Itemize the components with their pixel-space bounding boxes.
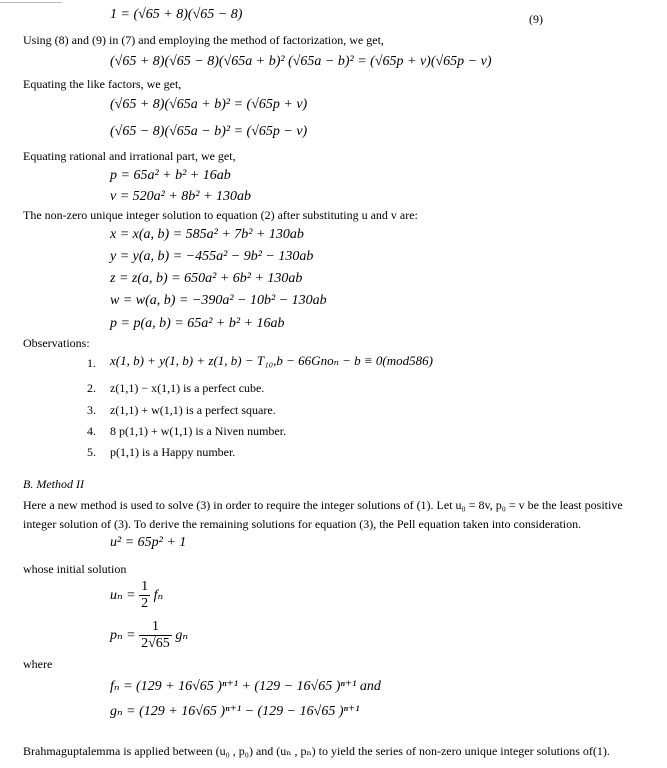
- paragraph-equating-like: Equating the like factors, we get,: [23, 77, 182, 91]
- list-item-number: 4.: [87, 424, 96, 438]
- equation-un-left: uₙ =: [110, 587, 136, 603]
- section-heading-method-2: B. Method II: [23, 477, 84, 491]
- fraction-numerator: 1: [139, 620, 172, 636]
- list-item-text: 8 p(1,1) + w(1,1) is a Niven number.: [110, 424, 287, 438]
- equation-factorization: (√65 + 8)(√65 − 8)(√65a + b)² (√65a − b)² = (√65p + v)(√65p − v): [110, 54, 492, 69]
- list-item-number: 5.: [87, 445, 96, 459]
- equation-un-right: fₙ: [153, 587, 164, 603]
- equation-like-factor-2: (√65 − 8)(√65a − b)² = (√65p − v): [110, 124, 308, 139]
- equation-pn: [110, 620, 188, 651]
- equation-p: p = 65a² + b² + 16ab: [110, 168, 231, 183]
- list-item-text: z(1,1) + w(1,1) is a perfect square.: [110, 403, 276, 417]
- observations-label: Observations:: [23, 336, 90, 350]
- equation-number-9: (9): [529, 12, 543, 26]
- equation-pn-right: gₙ: [175, 627, 188, 643]
- list-item-text: z(1,1) − x(1,1) is a perfect cube.: [110, 381, 265, 395]
- equation-v: v = 520a² + 8b² + 130ab: [110, 189, 251, 204]
- equation-like-factor-1: (√65 + 8)(√65a + b)² = (√65p + v): [110, 97, 308, 112]
- equation-x: x = x(a, b) = 585a² + 7b² + 130ab: [110, 227, 304, 242]
- paragraph-using: Using (8) and (9) in (7) and employing the method of factorization, we get,: [23, 33, 384, 47]
- fraction-one-over-2sqrt65: [139, 620, 172, 651]
- equation-fn: fₙ = (129 + 16√65 )ⁿ⁺¹ + (129 − 16√65 )ⁿ⁺¹ and: [110, 679, 381, 694]
- equation-y: y = y(a, b) = −455a² − 9b² − 130ab: [110, 249, 314, 264]
- fraction-denominator: 2: [141, 595, 149, 611]
- equation-pell: u² = 65p² + 1: [110, 535, 187, 550]
- paragraph-method-line-1: Here a new method is used to solve (3) in order to require the integer solutions of (1). Let u₀ = 8v, p₀ = v be the least positive: [23, 498, 623, 512]
- equation-pn-left: pₙ =: [110, 627, 136, 643]
- fraction-denominator: 2√65: [141, 635, 170, 651]
- paragraph-nonzero-solution: The non-zero unique integer solution to equation (2) after substituting u and v are:: [23, 208, 418, 222]
- paragraph-method-line-2: integer solution of (3). To derive the remaining solutions for equation (3), the Pell equation taken into consideration.: [23, 517, 582, 531]
- equation-p-ab: p = p(a, b) = 65a² + b² + 16ab: [110, 316, 285, 331]
- list-item-text: x(1, b) + y(1, b) + z(1, b) − T₁₀,b − 66Gnoₙ − b ≡ 0(mod586): [110, 353, 433, 368]
- equation-top: 1 = (√65 + 8)(√65 − 8): [110, 7, 243, 22]
- equation-w: w = w(a, b) = −390a² − 10b² − 130ab: [110, 293, 327, 308]
- list-item-text: p(1,1) is a Happy number.: [110, 445, 236, 459]
- fraction-numerator: 1: [141, 579, 149, 594]
- equation-z: z = z(a, b) = 650a² + 6b² + 130ab: [110, 271, 303, 286]
- top-rule: [0, 2, 62, 3]
- paragraph-where: where: [23, 657, 53, 671]
- paragraph-brahmagupta: Brahmaguptalemma is applied between (u₀ , p₀) and (uₙ , pₙ) to yield the series of non-zero unique integer solutions of(1).: [23, 744, 610, 758]
- list-item-number: 1.: [87, 356, 96, 370]
- equation-gn: gₙ = (129 + 16√65 )ⁿ⁺¹ − (129 − 16√65 )ⁿ⁺¹: [110, 704, 360, 719]
- fraction-one-half: [139, 580, 150, 611]
- paragraph-whose: whose initial solution: [23, 562, 127, 576]
- list-item-number: 2.: [87, 381, 96, 395]
- equation-un: [110, 580, 163, 611]
- list-item-number: 3.: [87, 403, 96, 417]
- paragraph-equating-rational: Equating rational and irrational part, we get,: [23, 149, 236, 163]
